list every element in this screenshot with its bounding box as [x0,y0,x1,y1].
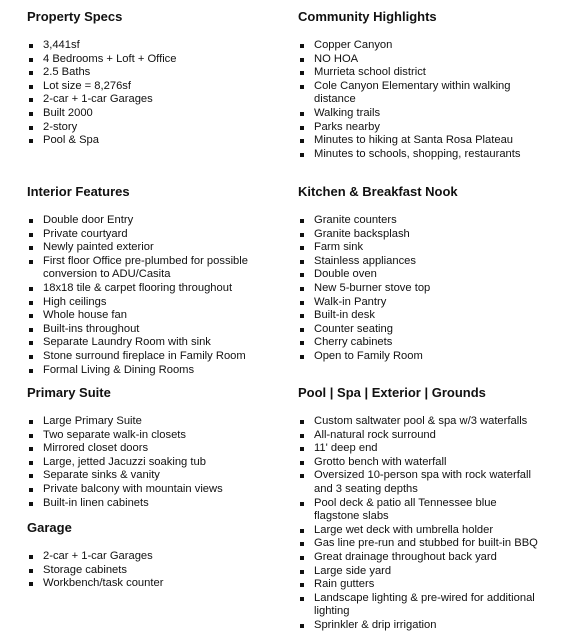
list-item-text: Private balcony with mountain views [43,482,223,495]
list-item [27,577,277,591]
list-item [298,578,558,592]
list-item-text: Large Primary Suite [43,415,142,427]
list-item-text: Two separate walk-in closets [43,428,187,441]
square-bullet-icon [29,301,33,305]
list-item [27,323,277,337]
list-item-text: Separate sinks & vanity [43,469,160,482]
list-item [298,592,558,619]
list-item [298,456,558,470]
square-bullet-icon [300,420,304,424]
square-bullet-icon [300,447,304,451]
list-item-text: 11' deep end [314,442,378,455]
list-item [27,241,277,255]
section-property-specs [27,9,277,148]
list-item-text: Large side yard [314,564,392,577]
square-bullet-icon [29,341,33,345]
list-item-text: 18x18 tile & carpet flooring throughout [43,281,233,294]
list-item-text: 2.5 Baths [43,66,91,79]
square-bullet-icon [300,341,304,345]
square-bullet-icon [300,314,304,318]
list-item-text: New 5-burner stove top [314,281,431,294]
list-item [27,564,277,578]
list-item [298,39,558,53]
square-bullet-icon [29,582,33,586]
list-item [298,241,558,255]
list-item [298,350,558,364]
list-item-text: Built-in desk [314,309,375,322]
list-item [27,415,277,429]
square-bullet-icon [29,85,33,89]
list-item [27,53,277,67]
square-bullet-icon [300,624,304,628]
list-item [27,456,277,470]
list-item-text: Oversized 10-person spa with rock waterfall and 3 seating depths [314,469,532,495]
section-title: Garage [27,520,72,535]
section-title: Primary Suite [27,385,111,400]
section-interior-features [27,184,277,377]
list-item [298,80,528,107]
square-bullet-icon [300,597,304,601]
square-bullet-icon [29,71,33,75]
list-item-text: Double oven [314,268,377,281]
feature-list [298,39,558,161]
square-bullet-icon [300,58,304,62]
list-item-text: Pool & Spa [43,134,99,147]
list-item-text: Open to Family Room [314,349,423,362]
list-item-text: Newly painted exterior [43,241,154,254]
list-item-text: Minutes to hiking at Santa Rosa Plateau [314,134,514,147]
section-garage [27,520,277,591]
list-item [298,228,558,242]
list-item-text: Grotto bench with waterfall [314,455,447,468]
square-bullet-icon [300,474,304,478]
square-bullet-icon [300,556,304,560]
list-item [298,415,558,429]
list-item-text: Separate Laundry Room with sink [43,336,211,349]
list-item [298,497,529,524]
square-bullet-icon [300,434,304,438]
list-item-text: Storage cabinets [43,563,127,576]
square-bullet-icon [300,85,304,89]
list-item [298,296,558,310]
square-bullet-icon [300,355,304,359]
square-bullet-icon [29,287,33,291]
square-bullet-icon [29,98,33,102]
list-item-text: Walk-in Pantry [314,295,387,308]
square-bullet-icon [300,139,304,143]
list-item-text: Granite backsplash [314,227,410,240]
list-item [298,442,558,456]
square-bullet-icon [300,71,304,75]
list-item [27,228,277,242]
square-bullet-icon [300,287,304,291]
list-item-text: Pool deck & patio all Tennessee blue flagstone slabs [314,496,497,523]
list-item [298,551,558,565]
list-item-text: Built-ins throughout [43,322,140,335]
list-item-text: Gas line pre-run and stubbed for built-in BBQ [314,537,538,550]
list-item [27,66,277,80]
list-item-text: Built 2000 [43,106,93,119]
section-title: Kitchen & Breakfast Nook [298,184,458,199]
square-bullet-icon [29,328,33,332]
square-bullet-icon [300,502,304,506]
list-item-text: NO HOA [314,52,359,65]
list-item-text: Great drainage throughout back yard [314,550,497,563]
list-item [27,80,277,94]
section-pool-spa-exterior-grounds [298,385,558,633]
square-bullet-icon [300,583,304,587]
square-bullet-icon [300,153,304,157]
list-item-text: Lot size = 8,276sf [43,79,132,92]
list-item-text: Cole Canyon Elementary within walking distance [314,79,511,106]
square-bullet-icon [29,555,33,559]
square-bullet-icon [29,474,33,478]
square-bullet-icon [29,461,33,465]
list-item [298,148,558,162]
list-item [298,53,558,67]
list-item-text: Sprinkler & drip irrigation [314,618,437,631]
list-item-text: Stone surround fireplace in Family Room [43,349,246,362]
section-title: Community Highlights [298,9,437,24]
list-item-text: 2-story [43,120,78,133]
list-item-text: Murrieta school district [314,66,426,79]
section-primary-suite [27,385,277,510]
list-item [27,296,277,310]
list-item-text: Large wet deck with umbrella holder [314,523,494,536]
list-item-text: Workbench/task counter [43,577,164,590]
square-bullet-icon [29,502,33,506]
list-item [27,497,277,511]
square-bullet-icon [29,139,33,143]
feature-list [27,214,277,377]
list-item [27,107,277,121]
feature-list [27,550,277,591]
square-bullet-icon [29,112,33,116]
square-bullet-icon [300,112,304,116]
feature-list [27,39,277,148]
feature-list [298,415,558,633]
section-title: Interior Features [27,184,130,199]
square-bullet-icon [300,260,304,264]
square-bullet-icon [300,529,304,533]
square-bullet-icon [300,246,304,250]
list-item [27,429,277,443]
square-bullet-icon [300,233,304,237]
list-item-text: Mirrored closet doors [43,442,149,455]
section-kitchen-breakfast-nook [298,184,558,364]
list-item [298,323,558,337]
list-item-text: Rain gutters [314,578,375,591]
square-bullet-icon [29,447,33,451]
list-item [27,255,265,282]
list-item [27,442,277,456]
list-item-text: 2-car + 1-car Garages [43,93,153,106]
square-bullet-icon [300,542,304,546]
list-item [27,309,277,323]
list-item [27,350,277,364]
list-item-text: First floor Office pre-plumbed for possible conversion to ADU/Casita [43,254,248,281]
list-item-text: Stainless appliances [314,254,416,267]
list-item-text: 2-car + 1-car Garages [43,550,153,562]
feature-list [27,415,277,510]
square-bullet-icon [29,58,33,62]
list-item [298,107,558,121]
list-item [298,214,558,228]
list-item-text: Copper Canyon [314,39,393,51]
list-item [298,336,558,350]
square-bullet-icon [300,44,304,48]
square-bullet-icon [300,273,304,277]
square-bullet-icon [29,219,33,223]
list-item [27,39,277,53]
list-item-text: Farm sink [314,241,364,254]
list-item [298,565,558,579]
list-item-text: Private courtyard [43,227,128,240]
list-item-text: Granite counters [314,214,397,226]
square-bullet-icon [29,44,33,48]
list-item-text: Large, jetted Jacuzzi soaking tub [43,455,206,468]
list-item-text: Built-in linen cabinets [43,496,149,509]
square-bullet-icon [300,301,304,305]
list-item [27,134,277,148]
list-item [27,93,277,107]
list-item-text: 4 Bedrooms + Loft + Office [43,52,177,65]
list-item [298,537,547,551]
list-item [298,309,558,323]
section-community-highlights [298,9,558,161]
list-item [298,268,558,282]
square-bullet-icon [300,126,304,130]
list-item [298,619,564,633]
list-item-text: Parks nearby [314,120,380,133]
list-item [298,255,558,269]
list-item-text: Walking trails [314,106,381,119]
list-item [27,364,277,378]
list-item [27,483,277,497]
list-item [298,429,558,443]
list-item [27,214,277,228]
feature-list [298,214,558,364]
list-item [298,524,558,538]
section-title: Pool | Spa | Exterior | Grounds [298,385,486,400]
list-item [27,282,277,296]
square-bullet-icon [29,314,33,318]
square-bullet-icon [29,126,33,130]
square-bullet-icon [29,260,33,264]
list-item [298,469,539,496]
list-item [27,121,277,135]
square-bullet-icon [29,246,33,250]
square-bullet-icon [29,369,33,373]
list-item-text: Custom saltwater pool & spa w/3 waterfalls [314,415,528,427]
square-bullet-icon [300,328,304,332]
square-bullet-icon [300,461,304,465]
list-item-text: Formal Living & Dining Rooms [43,363,195,376]
square-bullet-icon [29,420,33,424]
square-bullet-icon [29,569,33,573]
list-item [27,469,277,483]
list-item-text: Counter seating [314,322,393,335]
list-item-text: Double door Entry [43,214,134,226]
square-bullet-icon [29,488,33,492]
square-bullet-icon [29,233,33,237]
list-item-text: Landscape lighting & pre-wired for additional lighting [314,591,535,618]
section-title: Property Specs [27,9,123,24]
list-item [298,66,558,80]
list-item-text: Cherry cabinets [314,336,393,349]
list-item [27,336,277,350]
square-bullet-icon [300,570,304,574]
list-item-text: 3,441sf [43,39,80,51]
list-item-text: All-natural rock surround [314,428,436,441]
list-item-text: Minutes to schools, shopping, restaurants [314,147,521,160]
square-bullet-icon [29,434,33,438]
square-bullet-icon [300,219,304,223]
list-item [298,121,558,135]
list-item [298,134,558,148]
list-item-text: High ceilings [43,295,107,308]
list-item-text: Whole house fan [43,309,127,322]
list-item [27,550,277,564]
square-bullet-icon [29,355,33,359]
list-item [298,282,558,296]
